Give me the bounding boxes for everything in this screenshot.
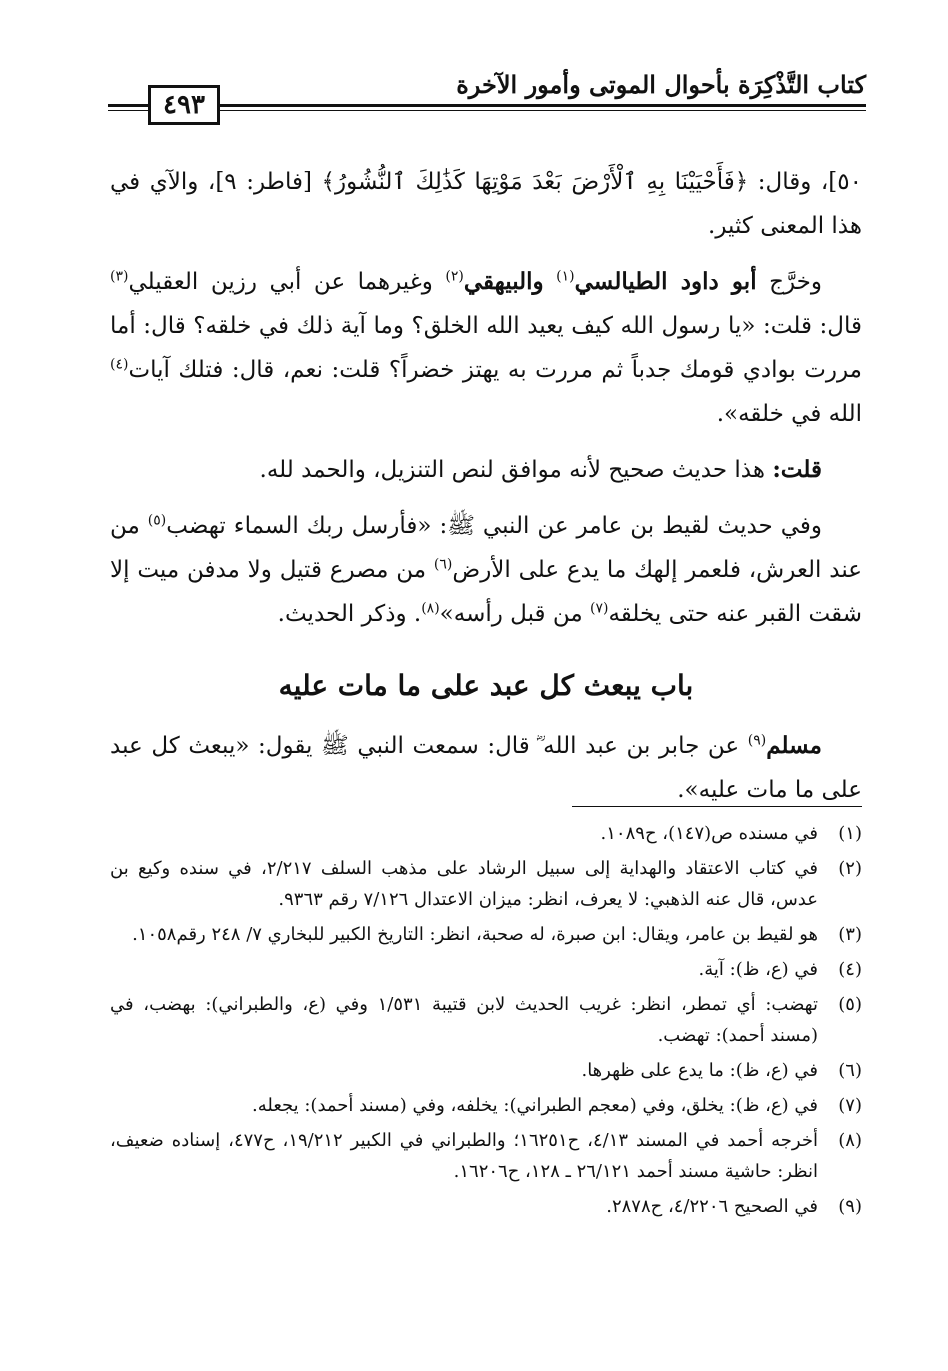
- footnote-number: (٥): [838, 994, 862, 1015]
- p2-part4: قال: قلت: «يا رسول الله كيف يعيد الله الخلق؟ وما آية ذلك في خلقه؟ قال: أما مررت بوادي قومك جدباً ثم مررت به يهتز خضراً؟ قلت: نعم، قال: فتلك آيات: [110, 313, 862, 383]
- footnote-text: في مسنده ص(١٤٧)، ح١٠٨٩.: [600, 823, 818, 844]
- p4-part2: من عند العرش، فلعمر إلهك ما يدع على الأرض: [110, 513, 862, 583]
- p4-part1: وفي حديث لقيط بن عامر عن النبي ﷺ: «فأرسل ربك السماء تهضب: [166, 513, 822, 539]
- p3-bold: قلت:: [772, 456, 822, 483]
- p2-part3: وغيرهما عن أبي رزين العقيلي: [128, 269, 446, 295]
- footnote-ref-8: (٨): [421, 600, 440, 617]
- footnote-text: في كتاب الاعتقاد والهداية إلى سبيل الرشاد على مذهب السلف ٢/٢١٧، في سنده وكيع بن عدس، قال عنه الذهبي: لا يعرف، انظر: ميزان الاعتدال ٧/١٢٦ رقم ٩٣٦٣.: [110, 858, 819, 910]
- footnote-item: [110, 1191, 862, 1222]
- p2-part1: وخرَّج: [756, 269, 822, 295]
- footnote-text: أخرجه أحمد في المسند ٤/١٣، ح١٦٢٥١؛ والطبراني في الكبير ١٩/٢١٢، ح٤٧٧، إسناده ضعيف، انظر: حاشية مسند أحمد ٢٦/١٢١ ـ ١٢٨، ح١٦٢٠٦.: [110, 1130, 818, 1182]
- p4-part3: من مصرع قتيل ولا مدفن ميت إلا شقت القبر عنه حتى يخلقه: [110, 557, 862, 627]
- footnote-ref-3: (٣): [110, 268, 129, 285]
- footnote-item: [110, 989, 862, 1051]
- footnote-item: [110, 1125, 862, 1187]
- footnote-text: في (ع، ظ): ما يدع على ظهرها.: [581, 1060, 818, 1081]
- footnote-text: في (ع، ظ): آية.: [698, 959, 818, 980]
- paragraph-4: [110, 504, 862, 636]
- footnote-item: [110, 954, 862, 985]
- footnote-ref-6: (٦): [433, 556, 453, 573]
- footnote-number: (٧): [838, 1095, 862, 1116]
- footnote-ref-4: (٤): [110, 356, 129, 373]
- footnote-number: (٤): [838, 959, 862, 980]
- paragraph-3: [110, 448, 862, 492]
- footnote-item: [110, 919, 862, 950]
- footnote-number: (٦): [838, 1060, 862, 1081]
- footnote-item: [110, 853, 862, 915]
- p3-text: هذا حديث صحيح لأنه موافق لنص التنزيل، والحمد لله.: [259, 457, 773, 483]
- page-number: ٤٩٣: [148, 85, 220, 125]
- footnote-text: في (ع، ظ): يخلق، وفي (معجم الطبراني): يخلفه، وفي (مسند أحمد): يجعله.: [252, 1095, 818, 1116]
- footnote-text: هو لقيط بن عامر، ويقال: ابن صبرة، له صحبة، انظر: التاريخ الكبير للبخاري ٧/ ٢٤٨ رقم١٠٥٨.: [132, 924, 818, 945]
- paragraph-1-text: ٥٠]، وقال: ﴿فَأَحْيَيْنَا بِهِ ٱلْأَرْضَ بَعْدَ مَوْتِهَا كَذَٰلِكَ ٱلنُّشُورُ﴾ [فاطر: ٩]، والآي في هذا المعنى كثير.: [110, 169, 862, 239]
- footnote-number: (٢): [838, 858, 862, 879]
- footnote-ref-5: (٥): [147, 512, 167, 529]
- footnote-item: [110, 818, 862, 849]
- footnote-ref-7: (٧): [589, 600, 609, 617]
- main-text: [110, 160, 862, 824]
- footnote-ref-9: (٩): [747, 732, 767, 749]
- paragraph-5: [110, 724, 862, 812]
- footnote-item: [110, 1090, 862, 1121]
- header-rule-thin: [108, 110, 866, 111]
- footnote-number: (٣): [838, 924, 862, 945]
- footnote-number: (٩): [838, 1196, 862, 1217]
- footnotes-list: [110, 818, 862, 1226]
- footnote-separator: [572, 806, 862, 807]
- footnote-item: [110, 1055, 862, 1086]
- paragraph-1: [110, 160, 862, 248]
- p2-part5: الله في خلقه».: [716, 401, 862, 427]
- paragraph-2: [110, 260, 862, 436]
- p4-part5: . وذكر الحديث.: [277, 601, 422, 627]
- section-heading: باب يبعث كل عبد على ما مات عليه: [278, 669, 694, 702]
- p4-part4: من قبل رأسه»: [439, 601, 590, 627]
- p5-text: عن جابر بن عبد الله ؓ قال: سمعت النبي ﷺ يقول: «يبعث كل عبد على ما مات عليه».: [110, 733, 862, 803]
- footnote-text: تهضب: أي تمطر، انظر: غريب الحديث لابن قتيبة ١/٥٣١ وفي (ع، والطبراني): بهضب، في (مسند أحمد): تهضب.: [110, 994, 818, 1046]
- footnote-ref-2: (٢): [445, 268, 464, 285]
- running-header-title: كتاب التَّذْكِرَة بأحوال الموتى وأمور الآخرة: [456, 70, 866, 99]
- header-rule: [108, 104, 866, 107]
- p2-part2: [544, 269, 557, 295]
- footnote-number: (٨): [838, 1130, 862, 1151]
- footnote-ref-1: (١): [556, 268, 575, 285]
- footnote-number: (١): [838, 823, 862, 844]
- p5-bold: مسلم: [766, 732, 822, 759]
- footnote-text: في الصحيح ٤/٢٢٠٦، ح٢٨٧٨.: [606, 1196, 818, 1217]
- p2-bold-name-2: والبيهقي: [463, 268, 544, 295]
- p2-bold-name-1: أبو داود الطيالسي: [574, 268, 757, 295]
